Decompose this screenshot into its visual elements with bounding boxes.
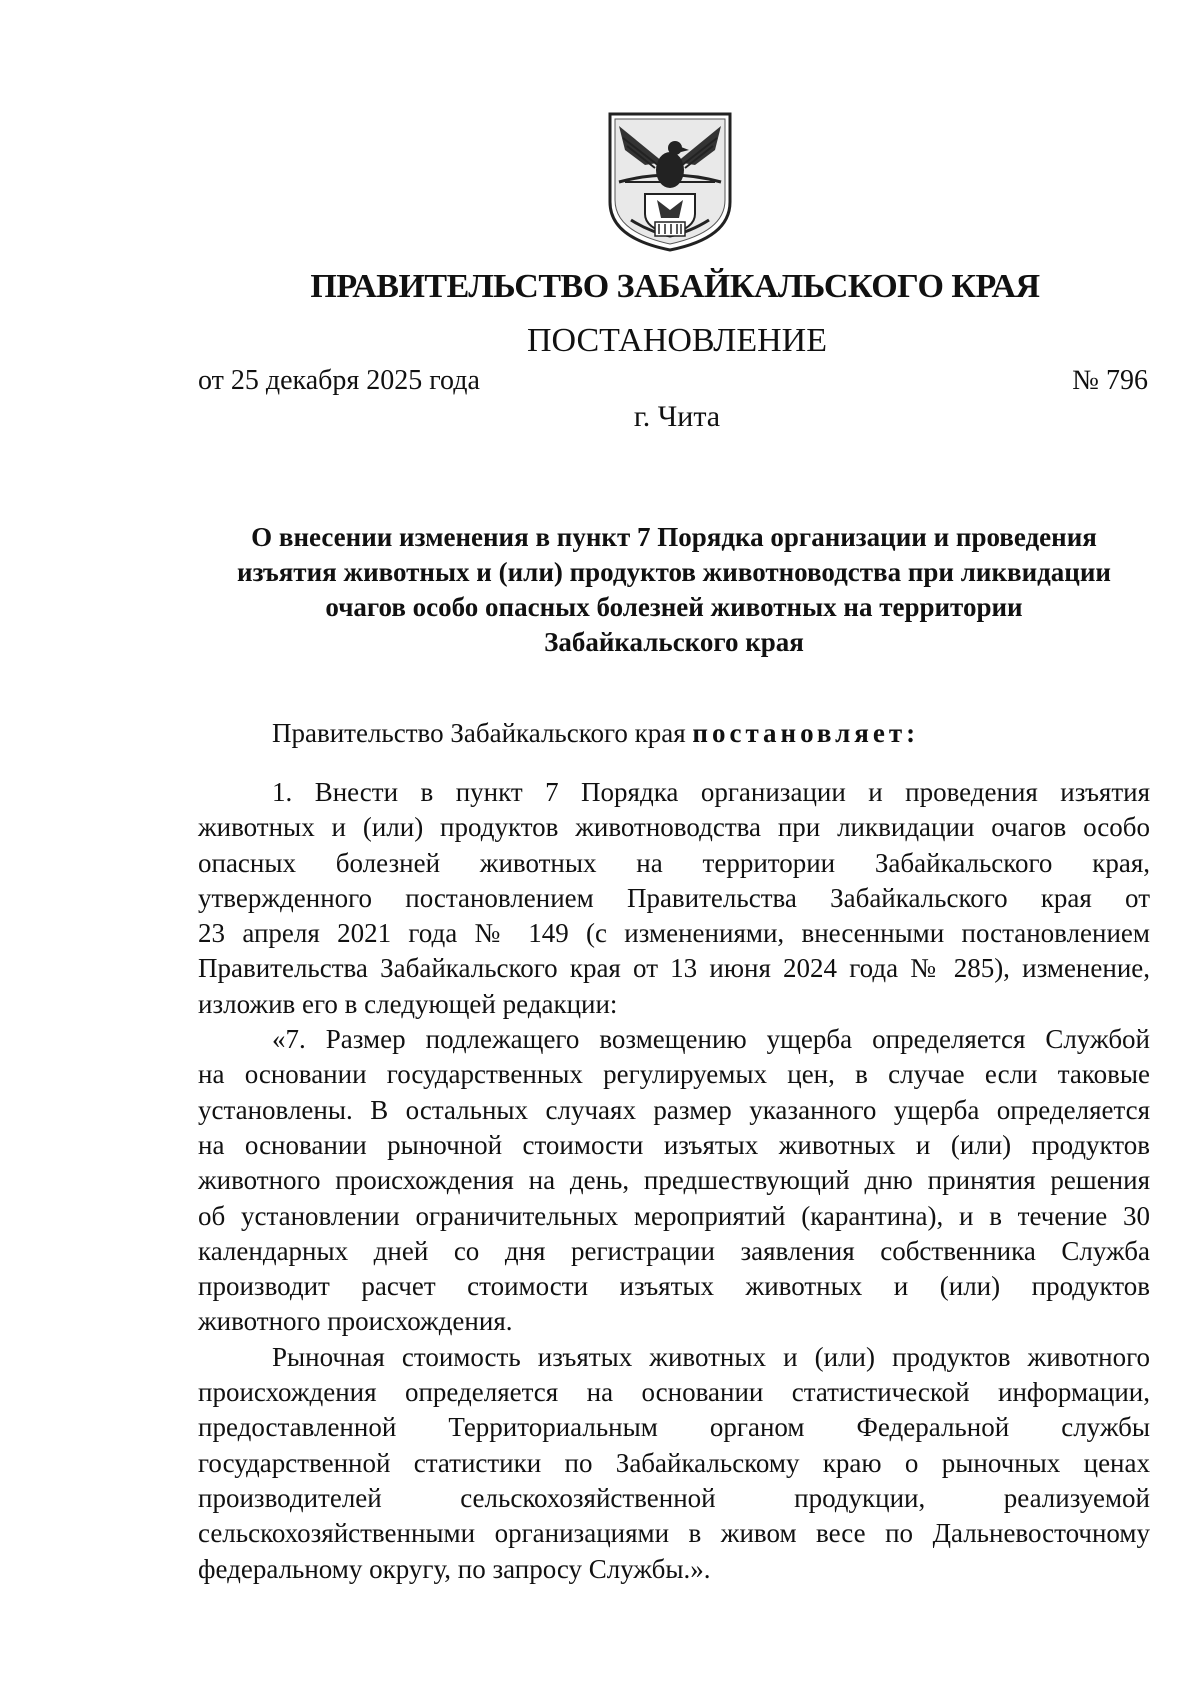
body-line: Рыночная стоимость изъятых животных и (или) продуктов животного [272,1341,1150,1372]
body-line: календарных дней со дня регистрации заявления собственника Служба [198,1235,1150,1266]
document-date: от 25 декабря 2025 года [198,365,480,396]
document-body [198,775,1150,1587]
government-title: ПРАВИТЕЛЬСТВО ЗАБАЙКАЛЬСКОГО КРАЯ [310,268,1040,305]
heading-line: изъятия животных и (или) продуктов животноводства при ликвидации [237,557,1111,587]
body-line: производит расчет стоимости изъятых животных и (или) продуктов [198,1271,1150,1302]
heading-line: Забайкальского края [544,627,804,657]
body-line: 23 апреля 2021 года № 149 (с изменениями, внесенными постановлением [198,918,1150,949]
body-line: федеральному округу, по запросу Службы.». [198,1553,711,1584]
body-line: происхождения определяется на основании статистической информации, [198,1377,1150,1408]
body-line: предоставленной Территориальным органом Федеральной службы [198,1412,1150,1443]
document-type: ПОСТАНОВЛЕНИЕ [526,322,828,359]
body-line: животного происхождения на день, предшествующий дню принятия решения [198,1165,1150,1196]
decree-word: постановляет: [692,718,920,748]
body-line: на основании государственных регулируемых цен, в случае если таковые [198,1059,1150,1090]
body-line: об установлении ограничительных мероприятий (карантина), и в течение 30 [198,1200,1150,1231]
body-line: изложив его в следующей редакции: [198,988,618,1019]
intro-paragraph [272,718,919,749]
body-line: утвержденного постановлением Правительства Забайкальского края от [198,882,1150,913]
coat-of-arms-icon [605,110,735,252]
heading-line: очагов особо опасных болезней животных на территории [325,592,1023,622]
document-heading [198,520,1150,660]
body-line: животного происхождения. [198,1306,513,1337]
body-line: «7. Размер подлежащего возмещению ущерба определяется Службой [272,1024,1150,1055]
body-line: опасных болезней животных на территории Забайкальского края, [198,847,1150,878]
body-line: производителей сельскохозяйственной продукции, реализуемой [198,1482,1150,1513]
heading-line: О внесении изменения в пункт 7 Порядка организации и проведения [251,522,1097,552]
body-line: на основании рыночной стоимости изъятых животных и (или) продуктов [198,1129,1150,1160]
document-city: г. Чита [633,400,721,433]
body-line: сельскохозяйственными организациями в живом весе по Дальневосточному [198,1518,1150,1549]
body-line: 1. Внести в пункт 7 Порядка организации и проведения изъятия [272,777,1150,807]
body-line: Правительства Забайкальского края от 13 июня 2024 года № 285), изменение, [198,953,1150,984]
intro-text: Правительство Забайкальского края [272,718,693,748]
body-line: установлены. В остальных случаях размер указанного ущерба определяется [198,1094,1150,1125]
body-line: животных и (или) продуктов животноводства при ликвидации очагов особо [198,812,1150,843]
body-line: государственной статистики по Забайкальскому краю о рыночных ценах [198,1447,1150,1478]
document-number: № 796 [1072,365,1148,396]
